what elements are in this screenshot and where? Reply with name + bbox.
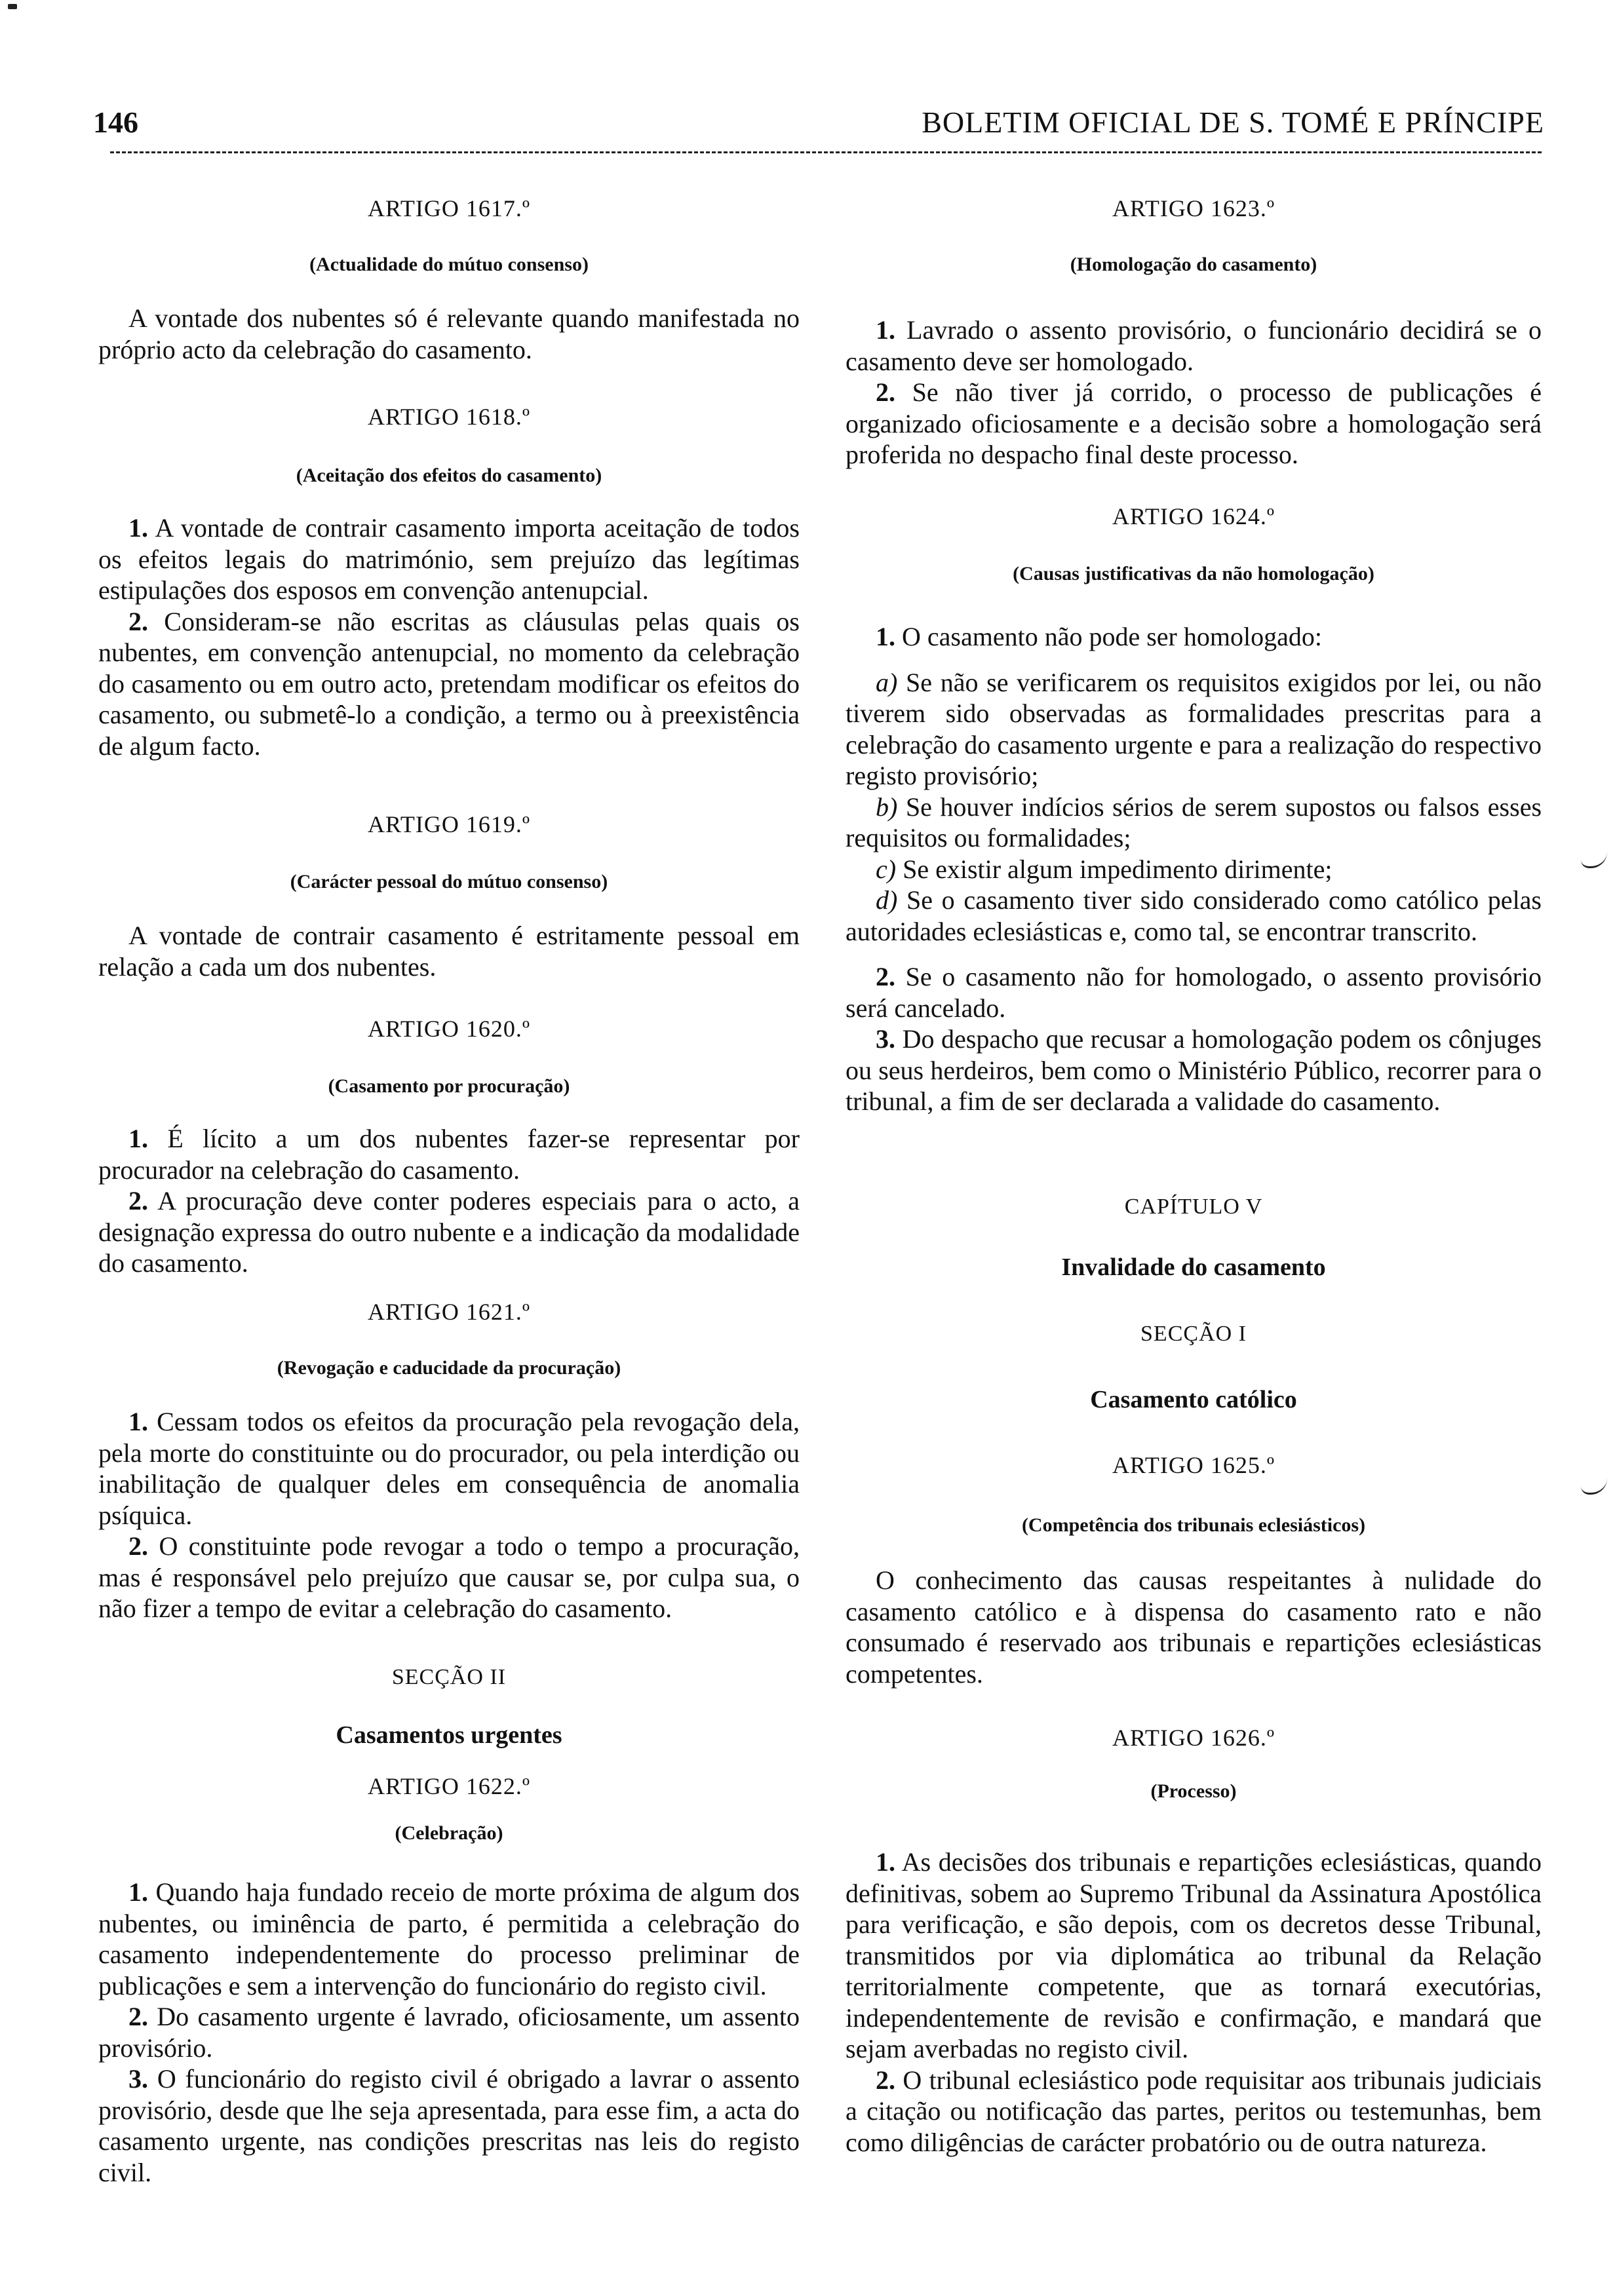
item-text: Do casamento urgente é lavrado, oficiosamente, um assento provisório. xyxy=(98,2002,800,2063)
numbered-item xyxy=(98,1185,800,1279)
item-text: Se não se verificarem os requisitos exigidos por lei, ou não tiverem sido observadas as formalidades prescritas para a celebração do casamento urgente e para a realização do respectivo registo provisório; xyxy=(846,667,1542,790)
item-text: Se não tiver já corrido, o processo de publicações é organizado oficiosamente e a decisão sobre a homologação será proferida no despacho final deste processo. xyxy=(846,377,1542,469)
article-1617 xyxy=(98,194,800,365)
running-title: BOLETIM OFICIAL DE S. TOMÉ E PRÍNCIPE xyxy=(922,105,1544,139)
item-letter: c) xyxy=(876,854,897,884)
item-number: 3. xyxy=(128,2064,148,2094)
article-heading: ARTIGO 1619.º xyxy=(368,811,530,837)
article-1623 xyxy=(846,194,1542,470)
numbered-item xyxy=(98,512,800,606)
article-subtitle: (Actualidade do mútuo consenso) xyxy=(309,254,589,275)
article-1626 xyxy=(846,1723,1542,2158)
page-number: 146 xyxy=(93,105,138,139)
item-text: É lícito a um dos nubentes fazer-se representar por procurador na celebração do casamento. xyxy=(98,1124,800,1185)
article-subtitle: (Carácter pessoal do mútuo consenso) xyxy=(290,871,608,892)
article-1621 xyxy=(98,1297,800,1624)
article-1624 xyxy=(846,502,1542,1117)
item-text: Lavrado o assento provisório, o funcionário decidirá se o casamento deve ser homologado. xyxy=(846,315,1542,376)
item-text: Cessam todos os efeitos da procuração pela revogação dela, pela morte do constituinte ou do procurador, ou pela interdição ou inabilitação de qualquer deles em consequência de anomalia psíquica. xyxy=(98,1407,800,1530)
article-1618 xyxy=(98,402,800,761)
article-subtitle: (Causas justificativas da não homologação) xyxy=(1013,563,1374,584)
article-heading: ARTIGO 1623.º xyxy=(1112,195,1275,221)
article-heading: ARTIGO 1622.º xyxy=(368,1773,530,1799)
item-text: O casamento não pode ser homologado: xyxy=(902,622,1322,651)
lettered-item xyxy=(846,667,1542,792)
item-number: 2. xyxy=(128,2002,148,2031)
section-title: Casamento católico xyxy=(1090,1386,1297,1413)
section-label: SECÇÃO I xyxy=(1140,1322,1247,1346)
article-subtitle: (Aceitação dos efeitos do casamento) xyxy=(296,465,602,486)
header-rule xyxy=(110,151,1542,153)
section-label: SECÇÃO II xyxy=(391,1665,507,1689)
item-number: 1. xyxy=(876,315,895,345)
article-heading: ARTIGO 1624.º xyxy=(1112,503,1275,529)
item-number: 2. xyxy=(128,606,148,636)
article-heading: ARTIGO 1621.º xyxy=(368,1299,530,1325)
article-subtitle: (Processo) xyxy=(1150,1780,1237,1802)
item-letter: b) xyxy=(876,792,898,822)
article-1625 xyxy=(846,1451,1542,1689)
numbered-item xyxy=(846,315,1542,377)
item-number: 2. xyxy=(876,2065,895,2095)
item-number: 2. xyxy=(128,1186,148,1215)
article-paragraph: O conhecimento das causas respeitantes à nulidade do casamento católico e à dispensa do casamento rato e não consumado é reservado aos tribunais e repartições eclesiásticas competentes. xyxy=(846,1565,1542,1689)
item-letter: a) xyxy=(876,667,898,697)
item-text: Se o casamento não for homologado, o assento provisório será cancelado. xyxy=(846,962,1542,1023)
article-heading: ARTIGO 1626.º xyxy=(1112,1725,1275,1751)
margin-mark-decoration xyxy=(1581,852,1607,868)
item-text: Se houver indícios sérios de serem supostos ou falsos esses requisitos ou formalidades; xyxy=(846,792,1542,852)
chapter-label: CAPÍTULO V xyxy=(1124,1195,1263,1219)
item-text: Se existir algum impedimento dirimente; xyxy=(903,854,1333,884)
item-text: O tribunal eclesiástico pode requisitar aos tribunais judiciais a citação ou notificação das partes, peritos ou testemunhas, bem como diligências de carácter probatório ou de outra natureza. xyxy=(846,2065,1542,2157)
item-text: O funcionário do registo civil é obrigado a lavrar o assento provisório, desde que lhe seja apresentada, para esse fim, a acta do casamento urgente, nas condições prescritas nas leis do registo civil. xyxy=(98,2064,800,2187)
lettered-item xyxy=(846,792,1542,854)
article-subtitle: (Revogação e caducidade da procuração) xyxy=(277,1357,621,1379)
item-number: 2. xyxy=(876,377,895,407)
item-number: 1. xyxy=(128,1124,148,1153)
article-subtitle: (Competência dos tribunais eclesiásticos) xyxy=(1021,1514,1366,1536)
numbered-item xyxy=(846,621,1542,653)
item-number: 1. xyxy=(876,622,895,651)
numbered-item xyxy=(846,2065,1542,2158)
article-1620 xyxy=(98,1014,800,1279)
item-text: Consideram-se não escritas as cláusulas pelas quais os nubentes, em convenção antenupcial, no momento da celebração do casamento ou em outro acto, pretendam modificar os efeitos do casamento, ou submetê-lo a condição, a termo ou à preexistência de algum facto. xyxy=(98,606,800,761)
article-subtitle: (Casamento por procuração) xyxy=(328,1075,570,1097)
item-text: As decisões dos tribunais e repartições eclesiásticas, quando definitivas, sobem ao Supremo Tribunal da Assinatura Apostólica para verificação, e são depois, com os decretos desse Tribunal, transmitidos por via diplomática ao tribunal da Relação territorialmente competente, que as tornará executórias, independentemente de revisão e confirmação, e mandará que sejam averbadas no registo civil. xyxy=(846,1847,1542,2063)
article-subtitle: (Homologação do casamento) xyxy=(1070,254,1317,275)
scan-speck xyxy=(8,4,17,9)
chapter-5-heading xyxy=(846,1193,1542,1282)
numbered-item xyxy=(98,1406,800,1531)
article-paragraph: A vontade dos nubentes só é relevante quando manifestada no próprio acto da celebração do casamento. xyxy=(98,303,800,364)
margin-mark-decoration xyxy=(1581,1478,1607,1495)
item-text: A procuração deve conter poderes especiais para o acto, a designação expressa do outro nubente e a indicação da modalidade do casamento. xyxy=(98,1186,800,1278)
section-title: Casamentos urgentes xyxy=(336,1721,562,1749)
item-text: Do despacho que recusar a homologação podem os cônjuges ou seus herdeiros, bem como o Ministério Público, recorrer para o tribunal, a fim de ser declarada a validade do casamento. xyxy=(846,1024,1542,1116)
numbered-item xyxy=(98,2063,800,2188)
numbered-item xyxy=(98,2001,800,2063)
article-heading: ARTIGO 1618.º xyxy=(368,404,530,430)
item-text: Se o casamento tiver sido considerado como católico pelas autoridades eclesiásticas e, como tal, se encontrar transcrito. xyxy=(846,885,1542,946)
item-text: Quando haja fundado receio de morte próxima de algum dos nubentes, ou iminência de parto, é permitida a celebração do casamento independentemente do processo preliminar de publicações e sem a intervenção do funcionário do registo civil. xyxy=(98,1877,800,2000)
numbered-item xyxy=(98,1123,800,1185)
item-number: 2. xyxy=(128,1531,148,1561)
numbered-item xyxy=(98,1531,800,1624)
article-heading: ARTIGO 1625.º xyxy=(1112,1452,1275,1478)
lettered-item xyxy=(846,854,1542,885)
article-heading: ARTIGO 1620.º xyxy=(368,1016,530,1042)
article-1619 xyxy=(98,810,800,982)
item-number: 1. xyxy=(128,513,148,543)
item-letter: d) xyxy=(876,885,898,915)
section-1-heading xyxy=(846,1320,1542,1414)
section-2-heading xyxy=(98,1663,800,1750)
item-number: 2. xyxy=(876,962,895,991)
article-paragraph: A vontade de contrair casamento é estritamente pessoal em relação a cada um dos nubentes. xyxy=(98,921,800,982)
article-1622 xyxy=(98,1772,800,2188)
lettered-item xyxy=(846,885,1542,947)
item-number: 1. xyxy=(128,1877,148,1907)
numbered-item xyxy=(98,1877,800,2001)
numbered-item xyxy=(98,606,800,762)
numbered-item xyxy=(846,1846,1542,2065)
item-text: O constituinte pode revogar a todo o tempo a procuração, mas é responsável pelo prejuízo que causar se, por culpa sua, o não fizer a tempo de evitar a celebração do casamento. xyxy=(98,1531,800,1623)
chapter-title: Invalidade do casamento xyxy=(1061,1253,1326,1281)
article-heading: ARTIGO 1617.º xyxy=(368,195,530,221)
item-number: 1. xyxy=(876,1847,895,1877)
numbered-item xyxy=(846,1024,1542,1117)
numbered-item xyxy=(846,961,1542,1024)
article-subtitle: (Celebração) xyxy=(395,1822,503,1844)
item-number: 3. xyxy=(876,1024,895,1054)
item-text: A vontade de contrair casamento importa aceitação de todos os efeitos legais do matrimónio, sem prejuízo das legítimas estipulações dos esposos em convenção antenupcial. xyxy=(98,513,800,605)
numbered-item xyxy=(846,377,1542,470)
item-number: 1. xyxy=(128,1407,148,1436)
